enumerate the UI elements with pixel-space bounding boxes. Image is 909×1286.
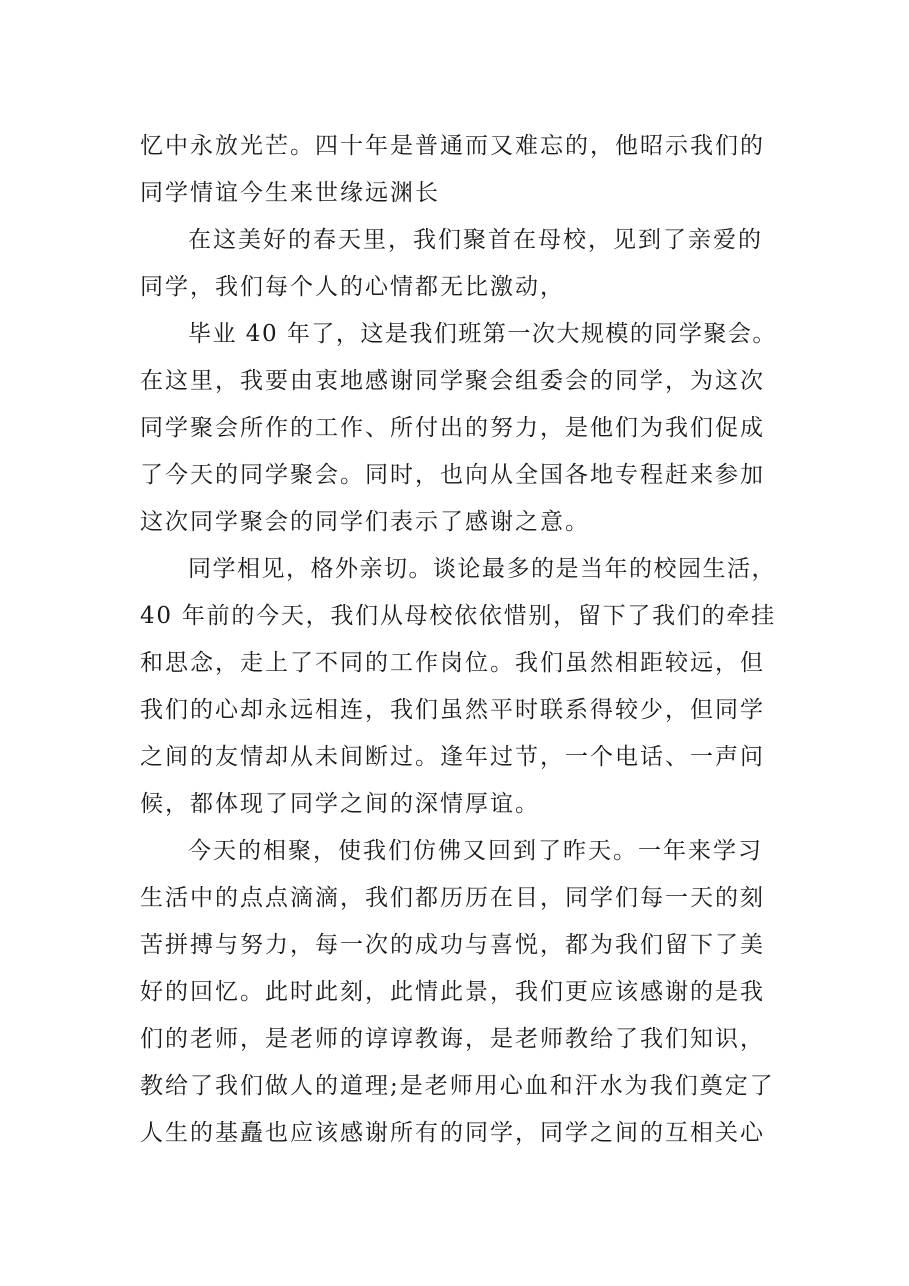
paragraph-start-line: 在这美好的春天里，我们聚首在母校，见到了亲爱的 [188, 227, 763, 253]
text-line: 候，都体现了同学之间的深情厚谊。 [140, 791, 540, 817]
text-line: 40 年前的今天，我们从母校依依惜别，留下了我们的牵挂 [140, 603, 776, 629]
paragraph-start-line: 同学相见，格外亲切。谈论最多的是当年的校园生活， [188, 556, 776, 582]
paragraph-start-line: 今天的相聚，使我们仿佛又回到了昨天。一年来学习 [188, 838, 763, 864]
text-line: 我们的心却永远相连，我们虽然平时联系得较少，但同学 [140, 697, 765, 723]
text-line: 们的老师，是老师的谆谆教诲，是老师教给了我们知识， [140, 1026, 765, 1052]
text-line: 人生的基矗也应该感谢所有的同学，同学之间的互相关心 [140, 1120, 765, 1146]
text-line: 这次同学聚会的同学们表示了感谢之意。 [140, 509, 590, 535]
text-line: 之间的友情却从未间断过。逢年过节，一个电话、一声问 [140, 744, 765, 770]
body-text [140, 123, 780, 1157]
text-line: 同学，我们每个人的心情都无比激动， [140, 274, 565, 300]
text-line: 好的回忆。此时此刻，此情此景，我们更应该感谢的是我 [140, 979, 765, 1005]
text-line: 生活中的点点滴滴，我们都历历在目，同学们每一天的刻 [140, 885, 765, 911]
text-line: 和思念，走上了不同的工作岗位。我们虽然相距较远，但 [140, 650, 765, 676]
paragraph-start-line: 毕业 40 年了，这是我们班第一次大规模的同学聚会。 [188, 321, 777, 347]
text-line: 教给了我们做人的道理;是老师用心血和汗水为我们奠定了 [140, 1073, 775, 1099]
text-line: 同学情谊今生来世缘远渊长 [140, 180, 440, 206]
text-line: 忆中永放光芒。四十年是普通而又难忘的，他昭示我们的 [140, 133, 765, 159]
text-line: 在这里，我要由衷地感谢同学聚会组委会的同学，为这次 [140, 368, 765, 394]
text-line: 了今天的同学聚会。同时，也向从全国各地专程赶来参加 [140, 462, 765, 488]
text-line: 苦拼搏与努力，每一次的成功与喜悦，都为我们留下了美 [140, 932, 765, 958]
text-line: 同学聚会所作的工作、所付出的努力，是他们为我们促成 [140, 415, 765, 441]
